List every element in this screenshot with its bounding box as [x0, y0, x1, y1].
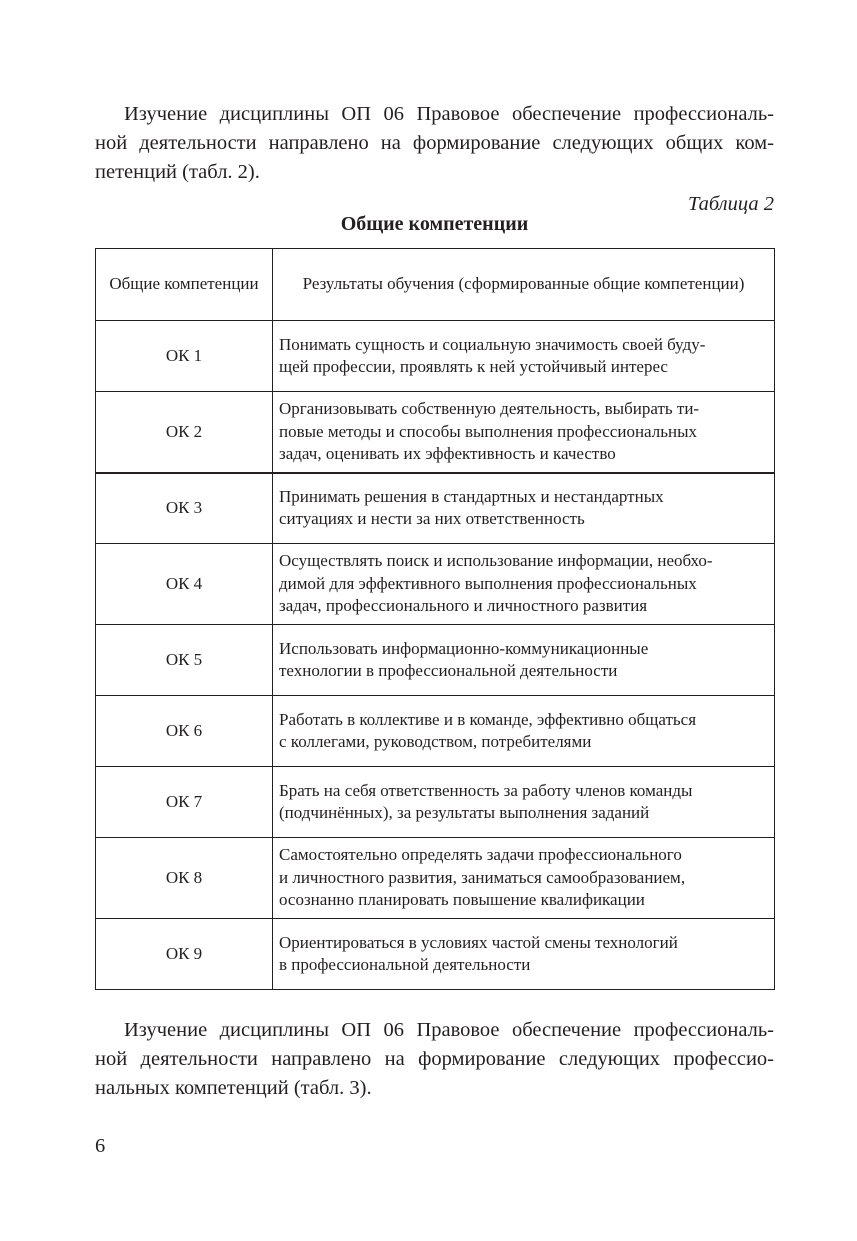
competency-result: [273, 321, 775, 392]
result-line: технологии в профессиональной деятельности: [279, 661, 618, 680]
outro-paragraph: [95, 1016, 774, 1103]
result-line: Понимать сущность и социальную значимость своей буду-: [279, 334, 706, 354]
table-row: [96, 625, 775, 696]
result-line: Брать на себя ответственность за работу членов команды: [279, 780, 693, 800]
result-line: задач, оценивать их эффективность и качество: [279, 444, 616, 463]
competency-result: [273, 696, 775, 767]
competency-result: [273, 838, 775, 919]
paragraph-line: ной деятельности направлено на формирование следующих общих ком-: [95, 132, 774, 154]
result-line: Ориентироваться в условиях частой смены технологий: [279, 932, 678, 952]
table-header-row: [96, 249, 775, 321]
competency-result: [273, 767, 775, 838]
result-line: ситуациях и нести за них ответственность: [279, 509, 585, 529]
competency-code: ОК 4: [96, 544, 273, 625]
competencies-table: [95, 248, 775, 990]
result-line: щей профессии, проявлять к ней устойчивый интерес: [279, 357, 668, 376]
competency-result: [273, 392, 775, 473]
table-title: Общие компетенции: [340, 213, 529, 235]
result-line: Самостоятельно определять задачи профессионального: [279, 845, 682, 865]
paragraph-line: петенций (табл. 2).: [95, 161, 260, 183]
table-row: [96, 838, 775, 919]
competency-code: ОК 9: [96, 919, 273, 990]
competency-code: ОК 1: [96, 321, 273, 392]
header-competencies: Общие компетенции: [96, 249, 273, 321]
competency-code: ОК 2: [96, 392, 273, 473]
result-line: Принимать решения в стандартных и нестандартных: [279, 486, 664, 506]
result-line: с коллегами, руководством, потребителями: [279, 732, 592, 751]
result-line: и личностного развития, заниматься самообразованием,: [279, 867, 686, 887]
table-row: [96, 473, 775, 544]
table-caption: Таблица 2: [687, 193, 774, 215]
result-line: (подчинённых), за результаты выполнения заданий: [279, 803, 650, 822]
competency-code: ОК 8: [96, 838, 273, 919]
paragraph-line: Изучение дисциплины ОП 06 Правовое обеспечение профессиональ-: [124, 1019, 774, 1041]
table-row: [96, 544, 775, 625]
competency-code: ОК 5: [96, 625, 273, 696]
paragraph-line: ной деятельности направлено на формирование следующих профессио-: [95, 1048, 774, 1070]
result-line: задач, профессионального и личностного развития: [279, 596, 648, 616]
result-line: Организовывать собственную деятельность, выбирать ти-: [279, 399, 700, 418]
page-number: 6: [95, 1135, 106, 1157]
result-line: Использовать информационно-коммуникационные: [279, 638, 649, 658]
result-line: в профессиональной деятельности: [279, 955, 531, 974]
competency-code: ОК 6: [96, 696, 273, 767]
result-line: осознанно планировать повышение квалификации: [279, 890, 645, 910]
result-line: повые методы и способы выполнения профессиональных: [279, 421, 697, 441]
header-results: [273, 249, 775, 321]
table-row: [96, 392, 775, 473]
table-row: [96, 696, 775, 767]
intro-paragraph: [95, 100, 774, 187]
result-line: Работать в коллективе и в команде, эффективно общаться: [279, 709, 697, 729]
competency-result: [273, 473, 775, 544]
competency-code: ОК 3: [96, 473, 273, 544]
header-results-line: (сформированные общие компетенции): [458, 274, 745, 294]
table-row: [96, 767, 775, 838]
result-line: Осуществлять поиск и использование информации, необхо-: [279, 551, 713, 571]
result-line: димой для эффективного выполнения профессиональных: [279, 573, 697, 593]
competency-result: [273, 544, 775, 625]
competency-result: [273, 625, 775, 696]
competency-result: [273, 919, 775, 990]
header-results-line: Результаты обучения: [302, 274, 455, 294]
paragraph-line: Изучение дисциплины ОП 06 Правовое обеспечение профессиональ-: [124, 103, 774, 125]
paragraph-line: нальных компетенций (табл. 3).: [95, 1077, 372, 1099]
competency-code: ОК 7: [96, 767, 273, 838]
table-row: [96, 321, 775, 392]
table-row: [96, 919, 775, 990]
